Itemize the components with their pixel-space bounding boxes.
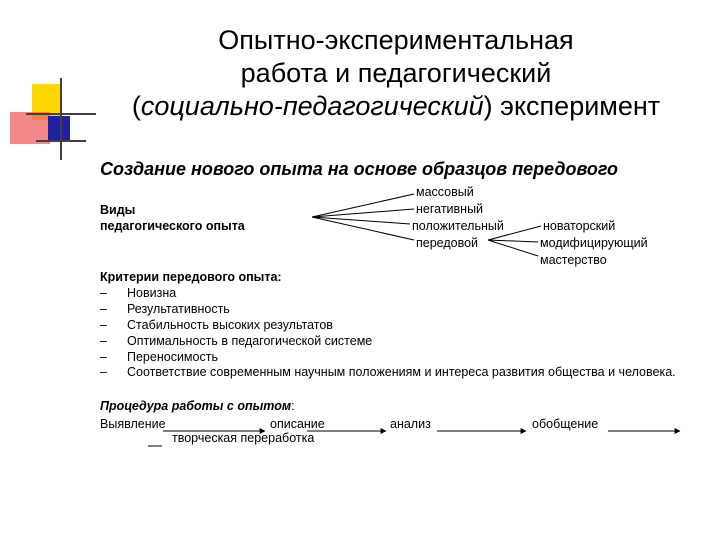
bullet-dash: –: [100, 350, 107, 364]
title-paren-open: (: [131, 91, 141, 121]
procedure-heading-row: [100, 398, 295, 414]
subtype-item-mastery: мастерство: [540, 253, 607, 267]
subtype-item-modifying: модифицирующий: [540, 236, 648, 250]
bullet-dash: –: [100, 334, 107, 348]
type-item-positive: положительный: [412, 219, 504, 233]
criteria-block: [100, 269, 687, 379]
criteria-item: [100, 317, 687, 333]
criteria-item-text: Оптимальность в педагогической системе: [127, 334, 373, 348]
criteria-item-text: Переносимость: [127, 350, 218, 364]
types-label-line-1: Виды: [100, 203, 136, 217]
criteria-item: [100, 285, 687, 301]
bullet-dash: –: [100, 286, 107, 300]
connector-line-to-mass: [312, 194, 414, 217]
procedure-step-creative-rework: творческая переработка: [172, 431, 315, 445]
slide-subtitle: Создание нового опыта на основе образцов передового: [100, 159, 619, 179]
title-line-1: Опытно-экспериментальная: [218, 25, 574, 55]
criteria-heading: Критерии передового опыта:: [100, 270, 282, 284]
procedure-heading: Процедура работы с опытом: [100, 399, 292, 413]
connector-line-to-mastery: [488, 240, 538, 256]
criteria-item: [100, 349, 687, 365]
procedure-heading-colon: :: [291, 399, 295, 413]
connector-line-to-innovative: [488, 226, 541, 240]
bullet-dash: –: [100, 365, 107, 379]
procedure-step-analyze: анализ: [390, 417, 431, 431]
type-item-mass: массовый: [416, 185, 474, 199]
bullet-dash: –: [100, 302, 107, 316]
types-label-line-2: педагогического опыта: [100, 219, 245, 233]
procedure-step-identify: Выявление: [100, 417, 166, 431]
criteria-item-text: Соответствие современным научным положениям и интереса развития общества и человека.: [127, 365, 676, 379]
criteria-item-text: Новизна: [127, 286, 177, 300]
criteria-item-text: Результативность: [127, 302, 230, 316]
connector-line-to-negative: [312, 209, 414, 217]
criteria-item: [100, 301, 687, 317]
procedure-step-describe: описание: [270, 417, 325, 431]
criteria-item: [100, 365, 687, 379]
criteria-item-text: Стабильность высоких результатов: [127, 318, 333, 332]
type-item-advanced: передовой: [416, 236, 479, 250]
connector-line-to-modifying: [488, 240, 538, 242]
procedure-step-generalize: обобщение: [532, 417, 599, 431]
type-item-negative: негативный: [416, 202, 484, 216]
subtype-item-innovative: новаторский: [543, 219, 616, 233]
title-line-2: работа и педагогический: [240, 58, 552, 88]
title-italic-part: социально-педагогический: [140, 91, 484, 121]
bullet-dash: –: [100, 318, 107, 332]
criteria-item: [100, 333, 687, 349]
title-rest-part: ) эксперимент: [483, 91, 661, 121]
